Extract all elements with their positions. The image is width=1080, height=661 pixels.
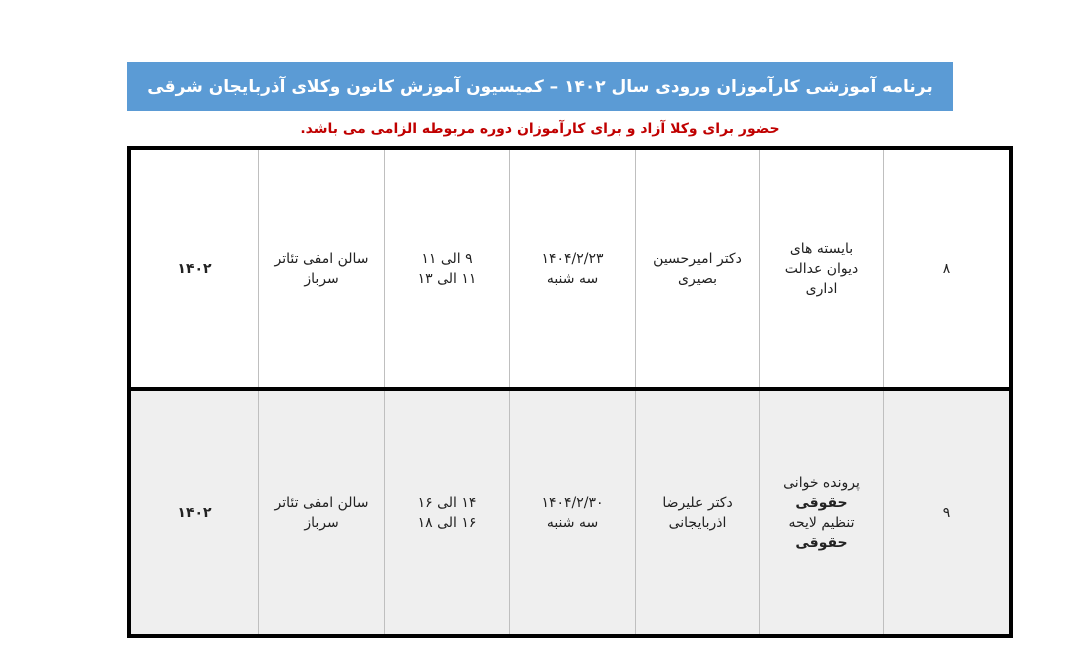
- venue-cell: [258, 391, 384, 634]
- session-date: ۱۴۰۴/۲/۲۳: [541, 250, 604, 267]
- teacher-cell: [635, 150, 759, 387]
- course-title-line: حقوقی: [795, 534, 848, 551]
- table-row: [131, 150, 1009, 391]
- teacher-line: دکتر امیرحسین: [653, 250, 742, 267]
- teacher-line: اذربایجانی: [668, 514, 727, 531]
- course-title-cell: [759, 391, 883, 634]
- session-weekday: سه شنبه: [546, 270, 599, 287]
- time-slot: ۹ الی ۱۱: [421, 250, 473, 267]
- page-title: برنامه آموزشی کارآموزان ورودی سال ۱۴۰۲ – کمیسیون آموزش کانون وکلای آذربایجان شرقی: [147, 76, 933, 97]
- intake-year-cell: [131, 391, 258, 634]
- schedule-table: [127, 146, 1013, 638]
- time-slot: ۱۶ الی ۱۸: [417, 514, 477, 531]
- session-number-cell: [883, 150, 1009, 387]
- intake-year: ۱۴۰۲: [177, 260, 212, 277]
- course-title-line: بایسته های: [789, 240, 854, 257]
- teacher-line: دکتر علیرضا: [662, 494, 733, 511]
- attendance-notice: حضور برای وکلا آزاد و برای کارآموزان دوره مربوطه الزامی می باشد.: [300, 121, 780, 137]
- session-number-cell: [883, 391, 1009, 634]
- intake-year-cell: [131, 150, 258, 387]
- teacher-line: بصیری: [678, 270, 717, 287]
- title-banner: [127, 62, 953, 111]
- course-title-line: اداری: [805, 280, 838, 297]
- course-title-line: دیوان عدالت: [784, 260, 859, 277]
- venue-cell: [258, 150, 384, 387]
- venue-line: سالن امفی تئاتر: [274, 494, 369, 511]
- venue-line: سالن امفی تئاتر: [274, 250, 369, 267]
- date-cell: [509, 391, 635, 634]
- time-cell: [384, 391, 509, 634]
- session-weekday: سه شنبه: [546, 514, 599, 531]
- course-title-cell: [759, 150, 883, 387]
- course-title-line: تنظیم لایحه: [788, 514, 855, 531]
- time-slot: ۱۱ الی ۱۳: [417, 270, 477, 287]
- time-cell: [384, 150, 509, 387]
- teacher-cell: [635, 391, 759, 634]
- intake-year: ۱۴۰۲: [177, 504, 212, 521]
- venue-line: سرباز: [304, 514, 339, 531]
- session-number: ۸: [942, 260, 951, 277]
- table-row: [131, 391, 1009, 634]
- course-title-line: حقوقی: [795, 494, 848, 511]
- venue-line: سرباز: [304, 270, 339, 287]
- session-date: ۱۴۰۴/۲/۳۰: [541, 494, 604, 511]
- date-cell: [509, 150, 635, 387]
- course-title-line: پرونده خوانی: [783, 474, 860, 491]
- time-slot: ۱۴ الی ۱۶: [417, 494, 477, 511]
- session-number: ۹: [942, 504, 951, 521]
